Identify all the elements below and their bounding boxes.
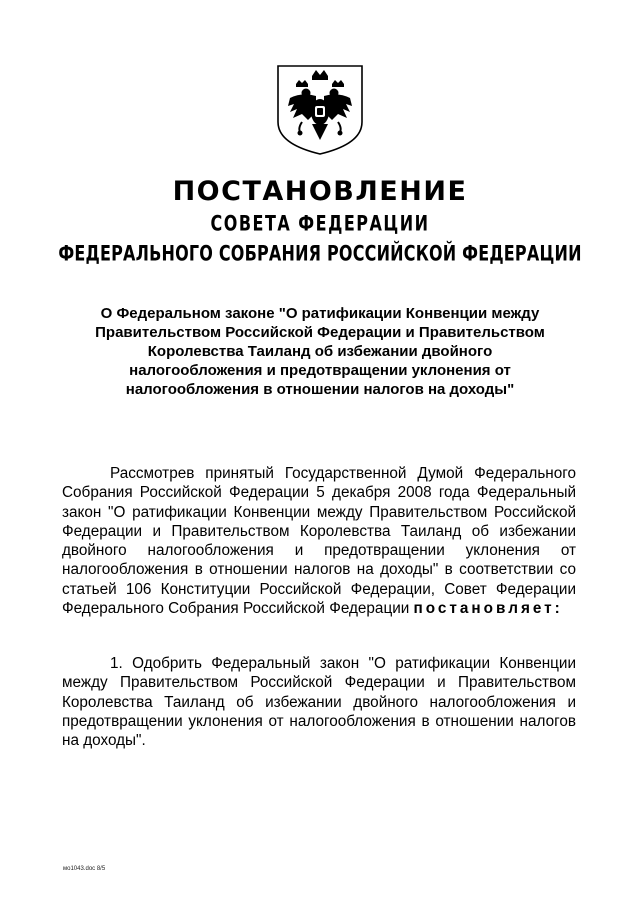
file-reference: мо1043.doc 8/5 xyxy=(63,866,106,872)
coat-of-arms-icon xyxy=(272,62,368,156)
resolution-paragraph-1 xyxy=(62,464,576,618)
document-title: ПОСТАНОВЛЕНИЕ xyxy=(172,176,468,207)
resolution-verb: постановляет: xyxy=(413,600,563,618)
paragraph-text: Рассмотрев принятый Государственной Думой Федерального Собрания Российской Федерации 5 декабря 2008 года Федеральный закон "О ратификации Конвенции между Правительством Российской Федерации и Правительством Королевства Таиланд об избежании двойного налогообложения и предотвращении уклонения от налогообложения в отношении налогов на доходы" в соответствии со статьей 106 Конституции Российской Федерации, Совет Федерации Федерального Собрания Российской Федерации xyxy=(62,465,576,618)
issuing-body-line2: ФЕДЕРАЛЬНОГО СОБРАНИЯ РОССИЙСКОЙ ФЕДЕРАЦИИ xyxy=(58,240,582,266)
document-subject: О Федеральном законе "О ратификации Конвенции между Правительством Российской Федерации и Правительством Королевства Таиланд об избежании двойного налогообложения и предотвращении уклонения от налогообложения в отношении налогов на доходы" xyxy=(95,305,545,398)
resolution-paragraph-2: 1. Одобрить Федеральный закон "О ратификации Конвенции между Правительством Российской Федерации и Правительством Королевства Таиланд об избежании двойного налогообложения и предотвращении уклонения от налогообложения в отношении налогов на доходы". xyxy=(62,655,576,750)
issuing-body-line1: СОВЕТА ФЕДЕРАЦИИ xyxy=(210,210,430,236)
